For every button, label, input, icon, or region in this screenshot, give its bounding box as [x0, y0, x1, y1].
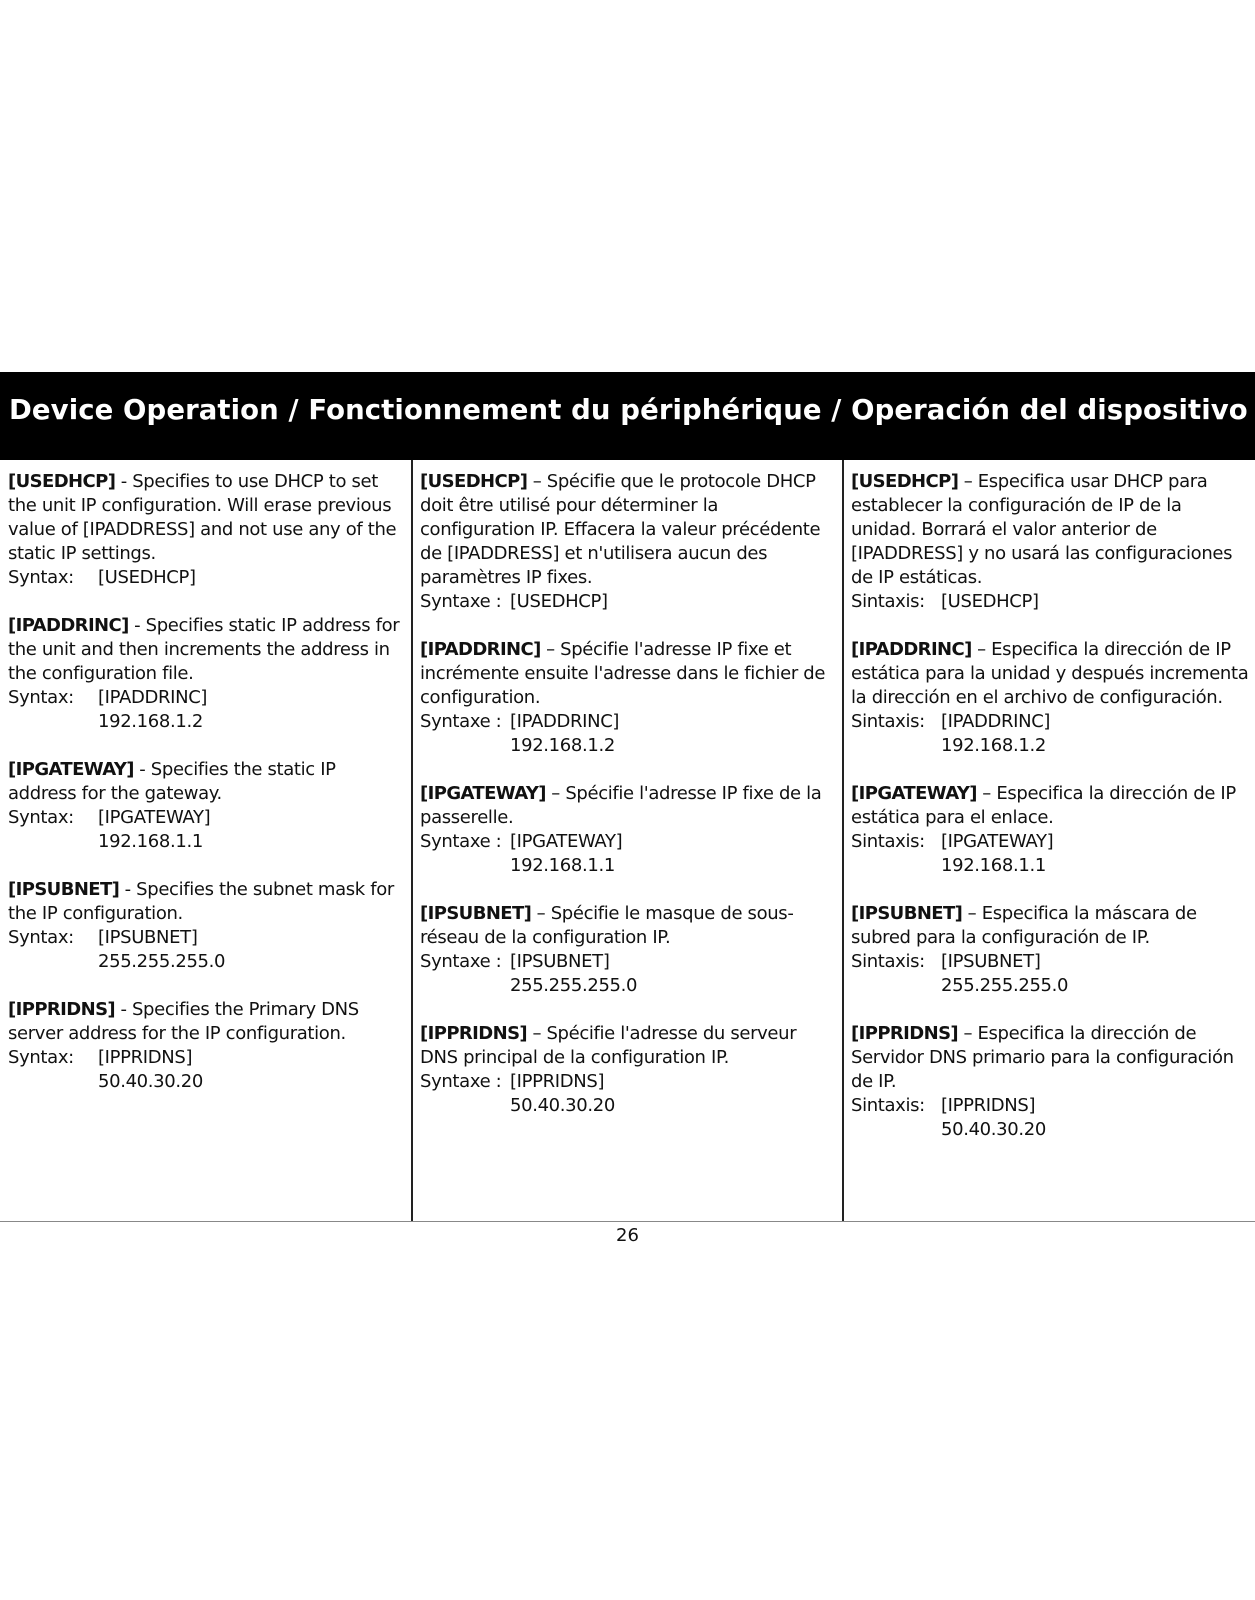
- syntax-line: [851, 830, 1249, 854]
- syntax-label: Syntax:: [8, 567, 74, 588]
- column-divider: [411, 460, 413, 1222]
- syntax-label: Sintaxis:: [851, 831, 925, 852]
- syntax-value: 50.40.30.20: [98, 1071, 203, 1092]
- syntax-command: [IPGATEWAY]: [510, 831, 623, 852]
- entry-keyword: [IPGATEWAY]: [851, 783, 977, 804]
- syntax-command: [IPGATEWAY]: [941, 831, 1054, 852]
- entry-ipgateway: [851, 782, 1249, 878]
- entry-keyword: [IPSUBNET]: [851, 903, 963, 924]
- entry-description: [420, 782, 838, 830]
- entry-keyword: [IPADDRINC]: [8, 615, 129, 636]
- entry-ipsubnet: [851, 902, 1249, 998]
- entry-keyword: [USEDHCP]: [851, 471, 959, 492]
- entry-description: [851, 638, 1249, 710]
- syntax-command: [IPGATEWAY]: [98, 807, 211, 828]
- syntax-value: 192.168.1.1: [941, 855, 1046, 876]
- syntax-line: [420, 590, 838, 614]
- entry-ipaddrinc: [8, 614, 406, 734]
- column-divider: [842, 460, 844, 1222]
- entry-ipgateway: [420, 782, 838, 878]
- entry-description: [8, 878, 406, 926]
- entry-description: [851, 470, 1249, 590]
- entry-text: - Specifies the Primary DNS server address for the IP configuration.: [8, 999, 359, 1044]
- footer-rule: [0, 1221, 1255, 1222]
- entry-description: [420, 902, 838, 950]
- entry-description: [8, 614, 406, 686]
- syntax-label: Syntax:: [8, 1047, 74, 1068]
- entry-keyword: [IPGATEWAY]: [420, 783, 546, 804]
- syntax-line: [851, 710, 1249, 734]
- entry-description: [420, 1022, 838, 1070]
- syntax-line: [420, 950, 838, 974]
- entry-text: – Especifica usar DHCP para establecer la configuración de IP de la unidad. Borrará el valor anterior de [IPADDRESS] y no usará las configuraciones de IP estáticas.: [851, 471, 1233, 588]
- syntax-command: [IPADDRINC]: [98, 687, 208, 708]
- syntax-label: Syntaxe :: [420, 591, 502, 612]
- syntax-value: 192.168.1.2: [941, 735, 1046, 756]
- entry-description: [851, 1022, 1249, 1094]
- column-spanish: [851, 470, 1249, 1166]
- entry-text: - Specifies the static IP address for the gateway.: [8, 759, 336, 804]
- syntax-label: Sintaxis:: [851, 1095, 925, 1116]
- entry-description: [420, 638, 838, 710]
- entry-usedhcp: [8, 470, 406, 590]
- syntax-label: Syntaxe :: [420, 1071, 502, 1092]
- entry-keyword: [IPPRIDNS]: [8, 999, 116, 1020]
- syntax-line: [8, 566, 406, 590]
- entry-ipaddrinc: [420, 638, 838, 758]
- entry-keyword: [IPSUBNET]: [8, 879, 120, 900]
- syntax-line: [8, 926, 406, 950]
- syntax-line: [851, 1094, 1249, 1118]
- entry-text: – Spécifie l'adresse IP fixe de la passerelle.: [420, 783, 822, 828]
- syntax-label: Sintaxis:: [851, 951, 925, 972]
- syntax-label: Syntaxe :: [420, 951, 502, 972]
- syntax-value: 50.40.30.20: [510, 1095, 615, 1116]
- entry-keyword: [IPADDRINC]: [420, 639, 541, 660]
- entry-keyword: [IPSUBNET]: [420, 903, 532, 924]
- entry-text: – Spécifie le masque de sous-réseau de la configuration IP.: [420, 903, 794, 948]
- syntax-line: [8, 686, 406, 710]
- entry-keyword: [IPADDRINC]: [851, 639, 972, 660]
- syntax-command: [IPSUBNET]: [941, 951, 1041, 972]
- syntax-value: 192.168.1.2: [98, 711, 203, 732]
- entry-text: - Specifies static IP address for the unit and then increments the address in the configuration file.: [8, 615, 400, 684]
- entry-ipsubnet: [8, 878, 406, 974]
- syntax-command: [USEDHCP]: [941, 591, 1039, 612]
- syntax-label: Syntax:: [8, 687, 74, 708]
- entry-description: [8, 758, 406, 806]
- syntax-label: Syntaxe :: [420, 711, 502, 732]
- entry-usedhcp: [851, 470, 1249, 614]
- syntax-label: Syntaxe :: [420, 831, 502, 852]
- section-title: Device Operation / Fonctionnement du périphérique / Operación del dispositivo: [9, 394, 1248, 426]
- entry-text: - Specifies the subnet mask for the IP configuration.: [8, 879, 394, 924]
- entry-keyword: [USEDHCP]: [420, 471, 528, 492]
- syntax-command: [IPSUBNET]: [510, 951, 610, 972]
- entry-keyword: [IPGATEWAY]: [8, 759, 134, 780]
- column-french: [420, 470, 838, 1142]
- entry-text: – Especifica la dirección de Servidor DNS primario para la configuración de IP.: [851, 1023, 1234, 1092]
- entry-keyword: [USEDHCP]: [8, 471, 116, 492]
- syntax-command: [IPADDRINC]: [510, 711, 620, 732]
- entry-description: [420, 470, 838, 590]
- entry-ipaddrinc: [851, 638, 1249, 758]
- syntax-command: [IPADDRINC]: [941, 711, 1051, 732]
- syntax-value: 255.255.255.0: [941, 975, 1069, 996]
- entry-text: – Spécifie l'adresse IP fixe et incrémente ensuite l'adresse dans le fichier de configuration.: [420, 639, 826, 708]
- entry-ippridns: [420, 1022, 838, 1118]
- entry-keyword: [IPPRIDNS]: [851, 1023, 959, 1044]
- entry-ipsubnet: [420, 902, 838, 998]
- syntax-line: [420, 710, 838, 734]
- entry-usedhcp: [420, 470, 838, 614]
- syntax-command: [USEDHCP]: [510, 591, 608, 612]
- syntax-line: [8, 1046, 406, 1070]
- syntax-value: 192.168.1.1: [98, 831, 203, 852]
- syntax-line: [420, 1070, 838, 1094]
- syntax-line: [420, 830, 838, 854]
- entry-text: – Spécifie que le protocole DHCP doit être utilisé pour déterminer la configuration IP. Effacera la valeur précédente de [IPADDRESS] et n'utilisera aucun des paramètres IP fixes.: [420, 471, 821, 588]
- syntax-label: Syntax:: [8, 807, 74, 828]
- entry-ippridns: [8, 998, 406, 1094]
- syntax-value: 255.255.255.0: [98, 951, 226, 972]
- entry-text: – Spécifie l'adresse du serveur DNS principal de la configuration IP.: [420, 1023, 797, 1068]
- syntax-command: [IPPRIDNS]: [98, 1047, 193, 1068]
- column-english: [8, 470, 406, 1118]
- entry-keyword: [IPPRIDNS]: [420, 1023, 528, 1044]
- entry-text: - Specifies to use DHCP to set the unit IP configuration. Will erase previous value of [IPADDRESS] and not use any of the static IP settings.: [8, 471, 397, 564]
- syntax-command: [IPPRIDNS]: [941, 1095, 1036, 1116]
- syntax-line: [8, 806, 406, 830]
- entry-text: – Especifica la dirección de IP estática para el enlace.: [851, 783, 1236, 828]
- syntax-value: 192.168.1.1: [510, 855, 615, 876]
- section-header-band: [0, 372, 1255, 460]
- entry-description: [851, 782, 1249, 830]
- entry-description: [8, 470, 406, 566]
- syntax-command: [IPSUBNET]: [98, 927, 198, 948]
- entry-text: – Especifica la dirección de IP estática para la unidad y después incrementa la dirección en el archivo de configuración.: [851, 639, 1249, 708]
- syntax-value: 50.40.30.20: [941, 1119, 1046, 1140]
- entry-ipgateway: [8, 758, 406, 854]
- syntax-line: [851, 950, 1249, 974]
- syntax-label: Sintaxis:: [851, 711, 925, 732]
- syntax-line: [851, 590, 1249, 614]
- syntax-label: Sintaxis:: [851, 591, 925, 612]
- entry-description: [851, 902, 1249, 950]
- entry-ippridns: [851, 1022, 1249, 1142]
- syntax-label: Syntax:: [8, 927, 74, 948]
- syntax-value: 255.255.255.0: [510, 975, 638, 996]
- syntax-command: [USEDHCP]: [98, 567, 196, 588]
- syntax-command: [IPPRIDNS]: [510, 1071, 605, 1092]
- entry-text: – Especifica la máscara de subred para la configuración de IP.: [851, 903, 1197, 948]
- syntax-value: 192.168.1.2: [510, 735, 615, 756]
- entry-description: [8, 998, 406, 1046]
- page-number: 26: [616, 1225, 639, 1246]
